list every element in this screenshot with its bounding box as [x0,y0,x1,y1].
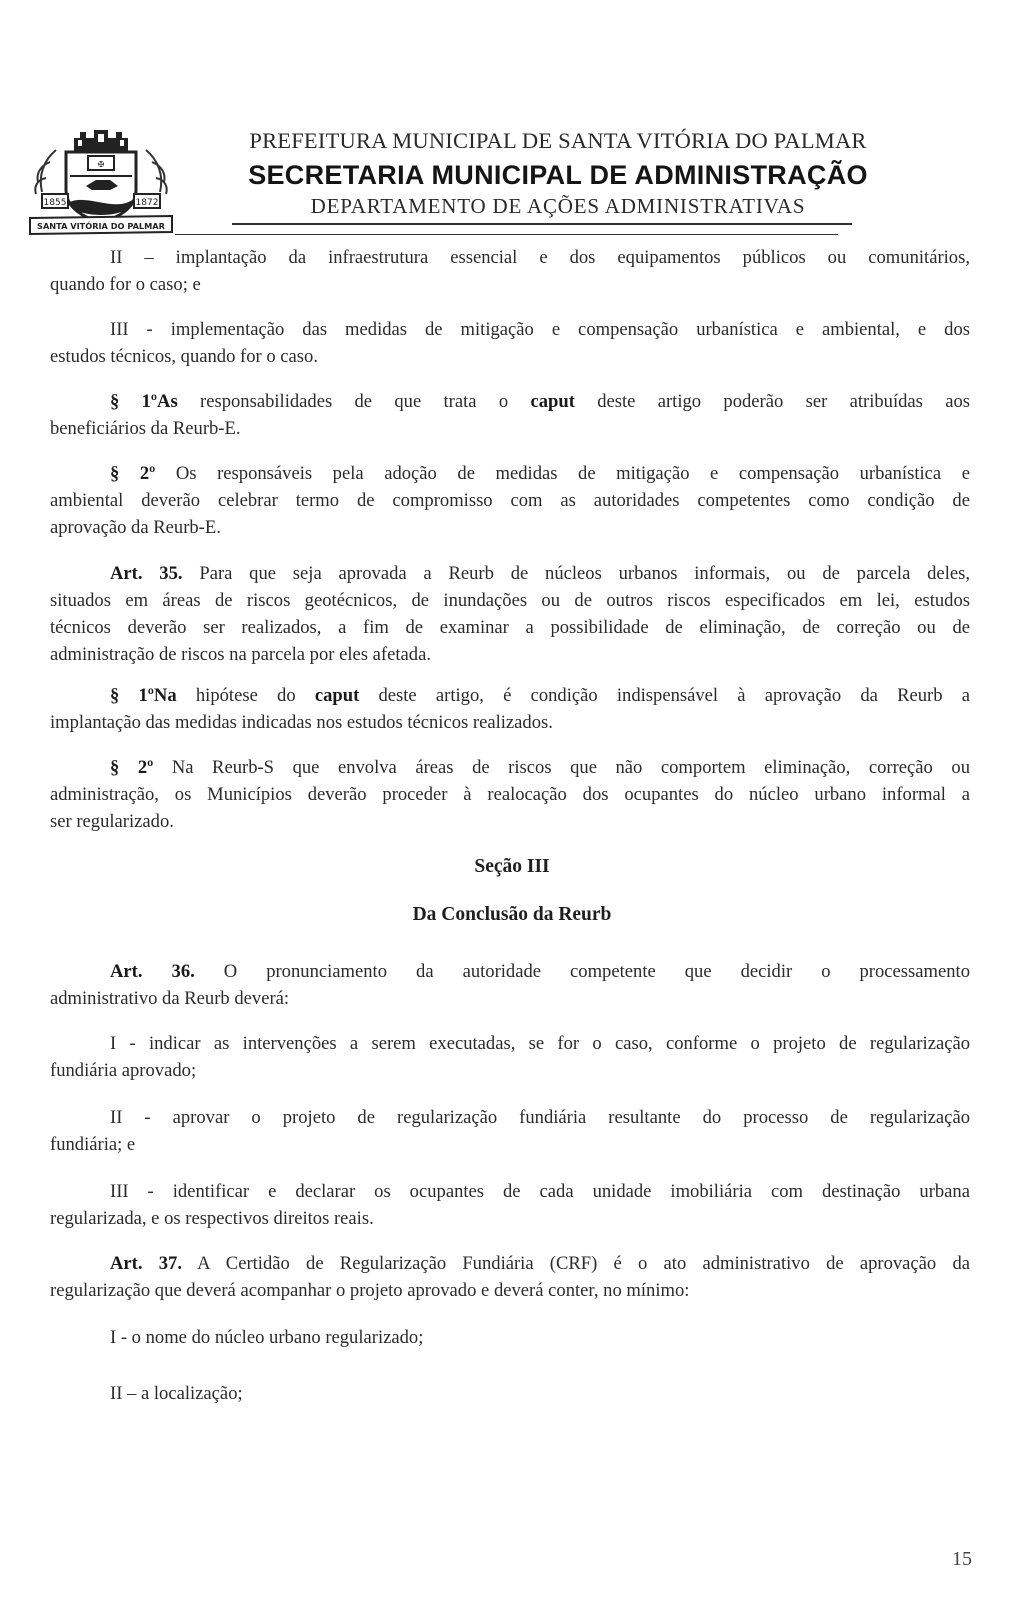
section-subtitle: Da Conclusão da Reurb [412,904,612,925]
paragraph-line: administração de riscos na parcela por eles afetada. [50,644,431,665]
header-secretariat: SECRETARIA MUNICIPAL DE ADMINISTRAÇÃO [248,160,868,190]
text-run: A Certidão de Regularização Fundiária (CRF) é o ato administrativo de aprovação da [181,1253,970,1274]
municipal-crest-logo [26,120,176,238]
text-run: Para que seja aprovada a Reurb de núcleos urbanos informais, ou de parcela deles, [182,563,970,584]
paragraph-line [50,682,970,709]
text-run: Na Reurb-S que envolva áreas de riscos que não comportem eliminação, correção ou [153,757,970,778]
text-run: hipótese do [176,685,315,706]
header-rule-bottom [175,234,838,235]
paragraph-art35-section-2 [50,754,970,835]
paragraph-line: quando for o caso; e [50,274,201,295]
paragraph-line: II – implantação da infraestrutura essencial e dos equipamentos públicos ou comunitários, [110,247,970,268]
paragraph-line: estudos técnicos, quando for o caso. [50,346,318,367]
paragraph-line [50,460,970,487]
crest-year-right: 1872 [135,198,159,208]
paragraph-line: III - identificar e declarar os ocupantes de cada unidade imobiliária com destinação urbana [110,1181,970,1202]
paragraph-line: fundiária; e [50,1134,136,1155]
article-36-item-iii [50,1178,970,1232]
paragraph-line: ambiental deverão celebrar termo de compromisso com as autoridades competentes como condição de [50,490,970,511]
article-label: Art. 36. [110,961,195,982]
header-rule-top [232,223,852,225]
article-36 [50,958,970,1012]
paragraph-line: administrativo da Reurb deverá: [50,988,290,1009]
paragraph-line: implantação das medidas indicadas nos estudos técnicos realizados. [50,712,553,733]
paragraph-line: beneficiários da Reurb-E. [50,418,241,439]
article-36-item-ii [50,1104,970,1158]
paragraph-line: I - indicar as intervenções a serem executadas, se for o caso, conforme o projeto de regularização [110,1033,970,1054]
text-run: deste artigo, é condição indispensável à aprovação da Reurb a [359,685,970,706]
text-run: Os responsáveis pela adoção de medidas de mitigação e compensação urbanística e [155,463,970,484]
bold-caput: caput [314,685,360,706]
paragraph-line [50,1250,970,1277]
article-35 [50,560,970,668]
paragraph-section-2 [50,460,970,541]
paragraph-line [50,560,970,587]
article-37-item-ii [50,1380,970,1407]
article-37 [50,1250,970,1304]
article-label: Art. 37. [110,1253,182,1274]
paragraph-line [50,388,970,415]
paragraph-line: I - o nome do núcleo urbano regularizado; [110,1327,424,1348]
paragraph-line: regularização que deverá acompanhar o projeto aprovado e deverá conter, no mínimo: [50,1280,690,1301]
paragraph-line: administração, os Municípios deverão proceder à realocação dos ocupantes do núcleo urbano informal a [50,784,970,805]
paragraph-line [50,958,970,985]
svg-text:✠: ✠ [97,160,105,169]
bold-caput: caput [530,391,575,412]
paragraph-line: II – a localização; [110,1383,243,1404]
paragraph-line [50,754,970,781]
text-run: deste artigo poderão ser atribuídas aos [574,391,970,412]
header-department: DEPARTAMENTO DE AÇÕES ADMINISTRATIVAS [310,194,806,218]
paragraph-line: técnicos deverão ser realizados, a fim de examinar a possibilidade de eliminação, de correção ou de [50,617,970,638]
section-title: Seção III [474,856,550,877]
text-run: responsabilidades de que trata o [177,391,531,412]
paragraph-line: III - implementação das medidas de mitigação e compensação urbanística e ambiental, e dos [110,319,970,340]
section-mark: § 2º [110,463,156,484]
page-number: 15 [952,1548,972,1570]
section-mark: § 1ºNa [110,685,177,706]
paragraph-section-1 [50,388,970,442]
section-mark: § 2º [110,757,154,778]
paragraph-line: aprovação da Reurb-E. [50,517,221,538]
paragraph-item-iii [50,316,970,370]
paragraph-item-ii [50,244,970,298]
section-mark: § 1ºAs [110,391,178,412]
crest-ribbon-text: SANTA VITÓRIA DO PALMAR [37,221,165,231]
paragraph-art35-section-1 [50,682,970,736]
paragraph-line: regularizada, e os respectivos direitos reais. [50,1208,374,1229]
paragraph-line: fundiária aprovado; [50,1060,197,1081]
article-36-item-i [50,1030,970,1084]
header-municipality: PREFEITURA MUNICIPAL DE SANTA VITÓRIA DO PALMAR [249,128,867,153]
crest-year-left: 1855 [43,198,67,208]
paragraph-line: ser regularizado. [50,811,174,832]
text-run: O pronunciamento da autoridade competente que decidir o processamento [194,961,970,982]
paragraph-line: situados em áreas de riscos geotécnicos, de inundações ou de outros riscos especificados em lei, estudos [50,590,970,611]
article-label: Art. 35. [110,563,183,584]
article-37-item-i [50,1324,970,1351]
paragraph-line: II - aprovar o projeto de regularização fundiária resultante do processo de regularização [110,1107,970,1128]
